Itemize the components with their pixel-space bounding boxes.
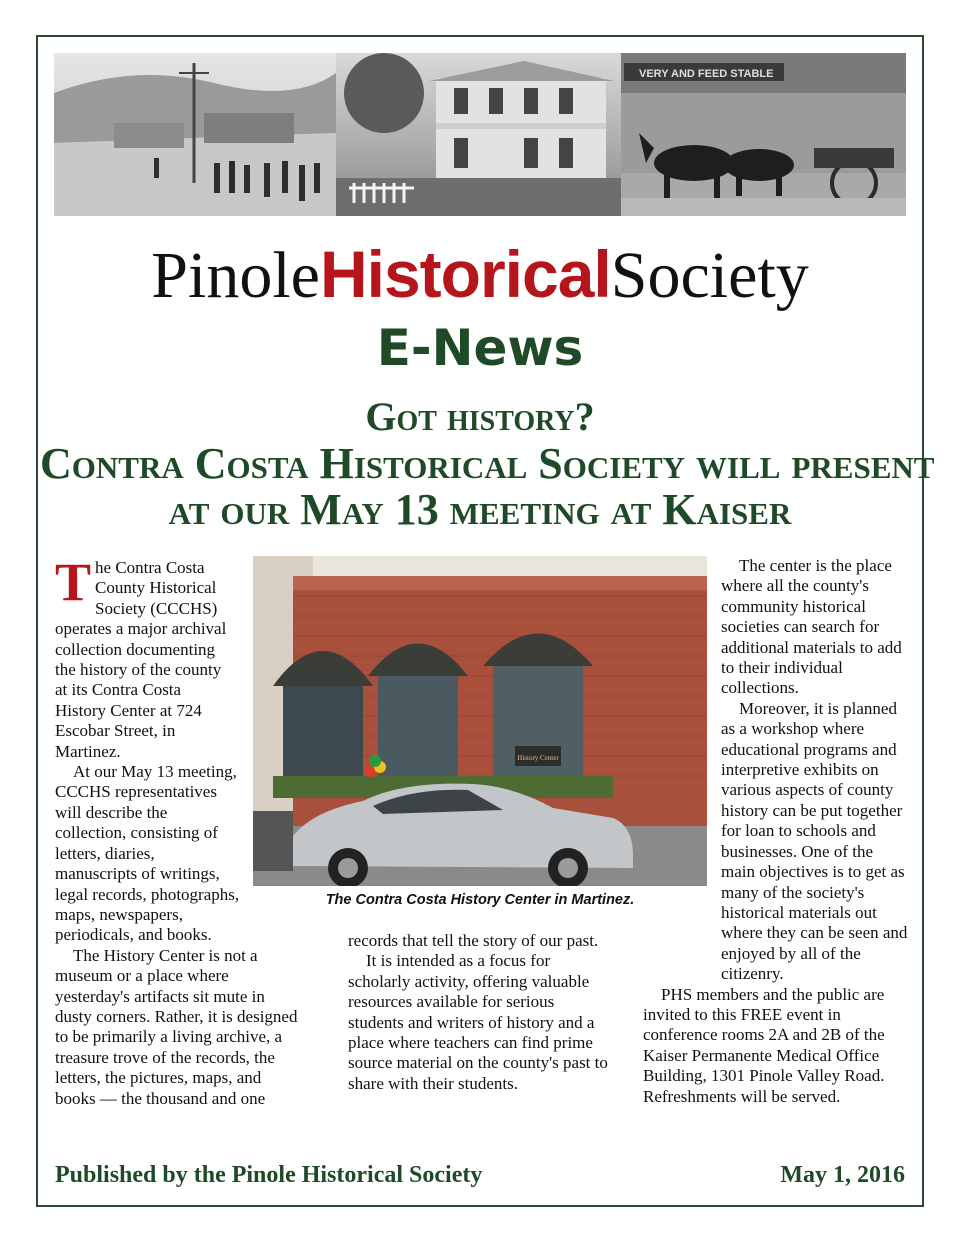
masthead-title [0, 234, 960, 316]
svg-text:VERY AND FEED STABLE: VERY AND FEED STABLE [639, 68, 774, 80]
article-paragraph: It is intended as a focus for scholarly activity, offering valuable resources available for serious students and writers of history and a place where teachers can find prime source material on the county's past to share with their students. [348, 951, 608, 1093]
masthead-title-accent: Historical [319, 237, 611, 311]
photo-caption: The Contra Costa History Center in Martinez. [325, 892, 635, 908]
masthead-subtitle: E-News [376, 319, 584, 377]
headline-line-3: at our May 13 meeting at Kaiser [168, 485, 792, 534]
headline-line-2: Contra Costa Historical Society will present [40, 439, 935, 488]
photo-sign-text: History Center [517, 754, 559, 762]
article-paragraph: records that tell the story of our past. [348, 931, 599, 950]
headline-line-1: Got history? [365, 394, 595, 439]
article-paragraph: The center is the place where all the county's community historical societies can search for additional materials to add to their individual collections. [721, 556, 902, 698]
article-paragraph: At our May 13 meeting, CCCHS representatives will describe the collection, consisting of letters, diaries, manuscripts of writings, legal records, photographs, maps, newspapers, periodicals, and books. [55, 762, 240, 945]
masthead-title-suffix: Society [610, 239, 809, 312]
article-paragraph: Moreover, it is planned as a workshop where educational programs and interpretive exhibits on various aspects of county history can be put together for loan to schools and businesses. One of the main objectives is to get as many of the society's historical materials out where they can be seen and enjoyed by all of the citizenry. [721, 698, 908, 984]
article-paragraph: PHS members and the public are invited to this FREE event in conference rooms 2A and 2B of the Kaiser Permanente Medical Office Building, 1301 Pinole Valley Road. Refreshments will be served. [643, 984, 885, 1106]
history-center-photo-image [253, 556, 707, 886]
footer-publisher: Published by the Pinole Historical Society [55, 1162, 483, 1188]
article-column-2 [348, 931, 610, 1094]
historic-photo-collage [54, 53, 906, 216]
historic-photo-strip [54, 53, 906, 216]
drop-cap: T [55, 552, 92, 612]
history-center-photo [253, 556, 707, 886]
footer-date: May 1, 2016 [780, 1162, 905, 1188]
article-paragraph: The History Center is not a museum or a place where yesterday's artifacts sit mute in dusty corners. Rather, it is designed to be primarily a living archive, a treasure trove of the records, the letters, the pictures, maps, and books — the thousand and one [55, 945, 298, 1108]
masthead-title-prefix: Pinole [151, 239, 320, 312]
article-paragraph: The Contra Costa County Historical Society (CCCHS) operates a major archival collection documenting the history of the county at its Contra Costa History Center at 724 Escobar Street, in Martinez. [55, 552, 227, 761]
